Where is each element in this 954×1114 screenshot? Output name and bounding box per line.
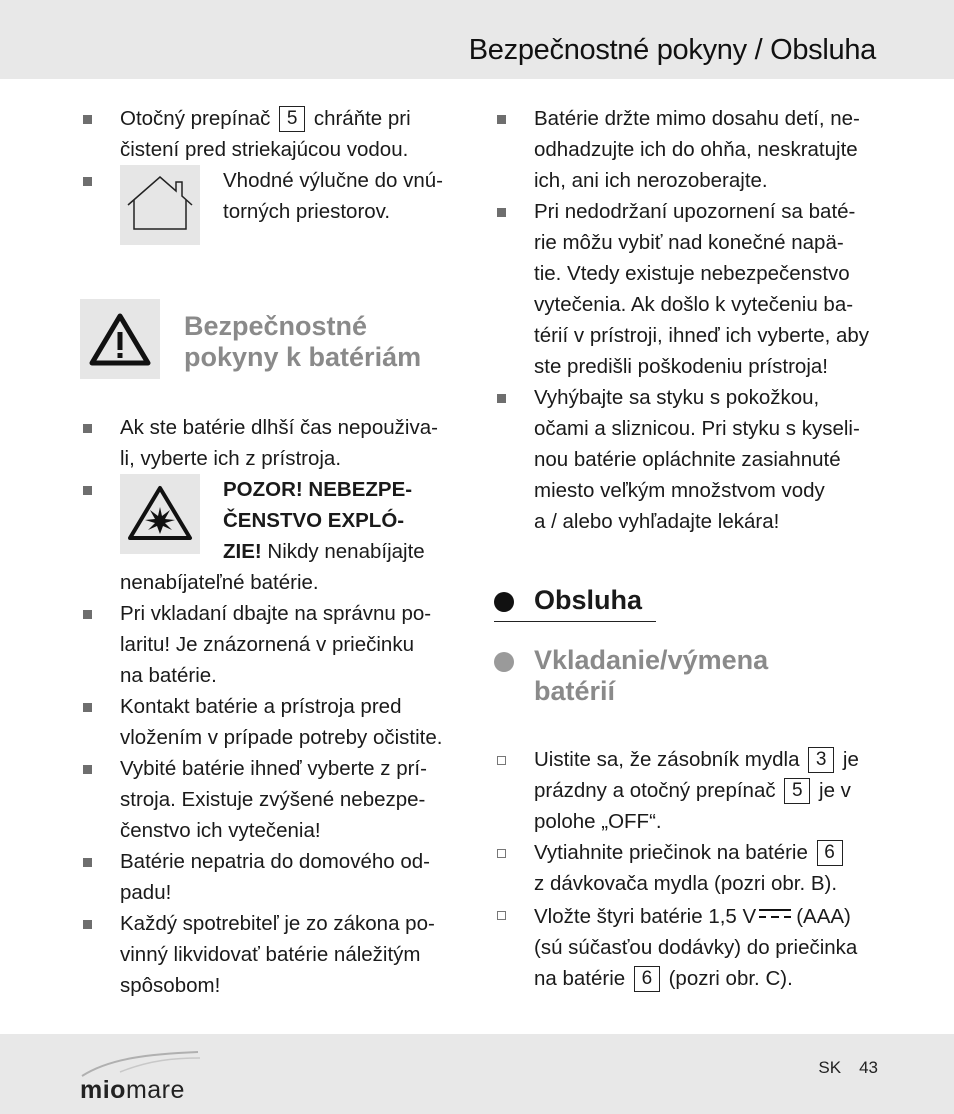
- bullet: [497, 115, 506, 124]
- bullet: [83, 858, 92, 867]
- heading-underline: [494, 621, 656, 622]
- part-reference: 5: [279, 106, 305, 132]
- list-item: Vybité batérie ihneď vyberte z prí- stroja. Existuje zvýšené nebezpe- čenstvo ich vytečenia!: [80, 753, 465, 846]
- list-item-explosion-warning: POZOR! NEBEZPE- ČENSTVO EXPLÓ- ZIE! Nikdy nenabíjajte nenabíjateľné batérie.: [80, 474, 465, 598]
- section-heading: Bezpečnostné pokyny k batériám: [184, 311, 422, 372]
- miomare-logo: miomare: [80, 1054, 210, 1104]
- list-item: Vyhýbajte sa styku s pokožkou, očami a sliznicou. Pri styku s kyseli- nou batérie opláchnite zasiahnuté miesto veľkým množstvom vody a / alebo vyhľadajte lekára!: [494, 382, 879, 537]
- step-checkbox: [497, 911, 506, 920]
- page-number: SK 43: [818, 1058, 878, 1077]
- battery-replace-heading: Vkladanie/výmena batérií: [494, 645, 879, 707]
- bullet: [497, 394, 506, 403]
- list-item: Pri nedodržaní upozornení sa baté- rie môžu vybiť nad konečné napä- tie. Vtedy existuje nebezpečenstvo vytečenia. Ak došlo k vytečeniu ba- térií v prístroji, ihneď ich vyberte, aby ste predišli poškodeniu prístroja!: [494, 196, 879, 382]
- bullet: [497, 208, 506, 217]
- warning-triangle-icon: [80, 299, 160, 379]
- bullet: [83, 765, 92, 774]
- section-dot: [494, 652, 514, 672]
- battery-safety-section: [80, 299, 465, 379]
- list-item: Batérie držte mimo dosahu detí, ne- odhadzujte ich do ohňa, neskratujte ich, ani ich nerozoberajte.: [494, 103, 879, 196]
- list-item: Ak ste batérie dlhší čas nepouživa- li, vyberte ich z prístroja.: [80, 412, 465, 474]
- bullet: [83, 486, 92, 495]
- section-dot: [494, 592, 514, 612]
- list-item: Vhodné výlučne do vnú- torných priestorov.: [80, 165, 465, 245]
- list-item: Každý spotrebiteľ je zo zákona po- vinný likvidovať batérie náležitým spôsobom!: [80, 908, 465, 1001]
- list-item: Otočný prepínač 5 chráňte pri čistení pred striekajúcou vodou.: [80, 103, 465, 165]
- part-reference: 3: [808, 747, 834, 773]
- bullet: [83, 424, 92, 433]
- right-column: [494, 103, 879, 994]
- house-icon: [120, 165, 200, 245]
- obsluha-heading: Obsluha: [494, 585, 879, 616]
- page-title: Bezpečnostné pokyny / Obsluha: [468, 34, 876, 66]
- left-column: [80, 103, 465, 1001]
- list-item: Pri vkladaní dbajte na správnu po- laritu! Je znázornená v priečinku na batérie.: [80, 598, 465, 691]
- bullet: [83, 920, 92, 929]
- step-checkbox: [497, 756, 506, 765]
- part-reference: 6: [634, 966, 660, 992]
- bullet: [83, 115, 92, 124]
- part-reference: 6: [817, 840, 843, 866]
- step-checkbox: [497, 849, 506, 858]
- page-footer: [0, 1034, 954, 1114]
- step-item: Vložte štyri batérie 1,5 V (AAA) (sú súčasťou dodávky) do priečinka na batérie 6 (pozri obr. C).: [494, 899, 879, 994]
- list-item: Batérie nepatria do domového od- padu!: [80, 846, 465, 908]
- explosion-hazard-icon: [120, 474, 200, 554]
- dc-voltage-symbol: [758, 899, 792, 913]
- list-item: Kontakt batérie a prístroja pred vložením v prípade potreby očistite.: [80, 691, 465, 753]
- bullet: [83, 610, 92, 619]
- step-item: Uistite sa, že zásobník mydla 3 je prázdny a otočný prepínač 5 je v polohe „OFF“.: [494, 744, 879, 837]
- bullet: [83, 177, 92, 186]
- bullet: [83, 703, 92, 712]
- part-reference: 5: [784, 778, 810, 804]
- page-header: [0, 0, 954, 79]
- step-item: Vytiahnite priečinok na batérie 6 z dávkovača mydla (pozri obr. B).: [494, 837, 879, 899]
